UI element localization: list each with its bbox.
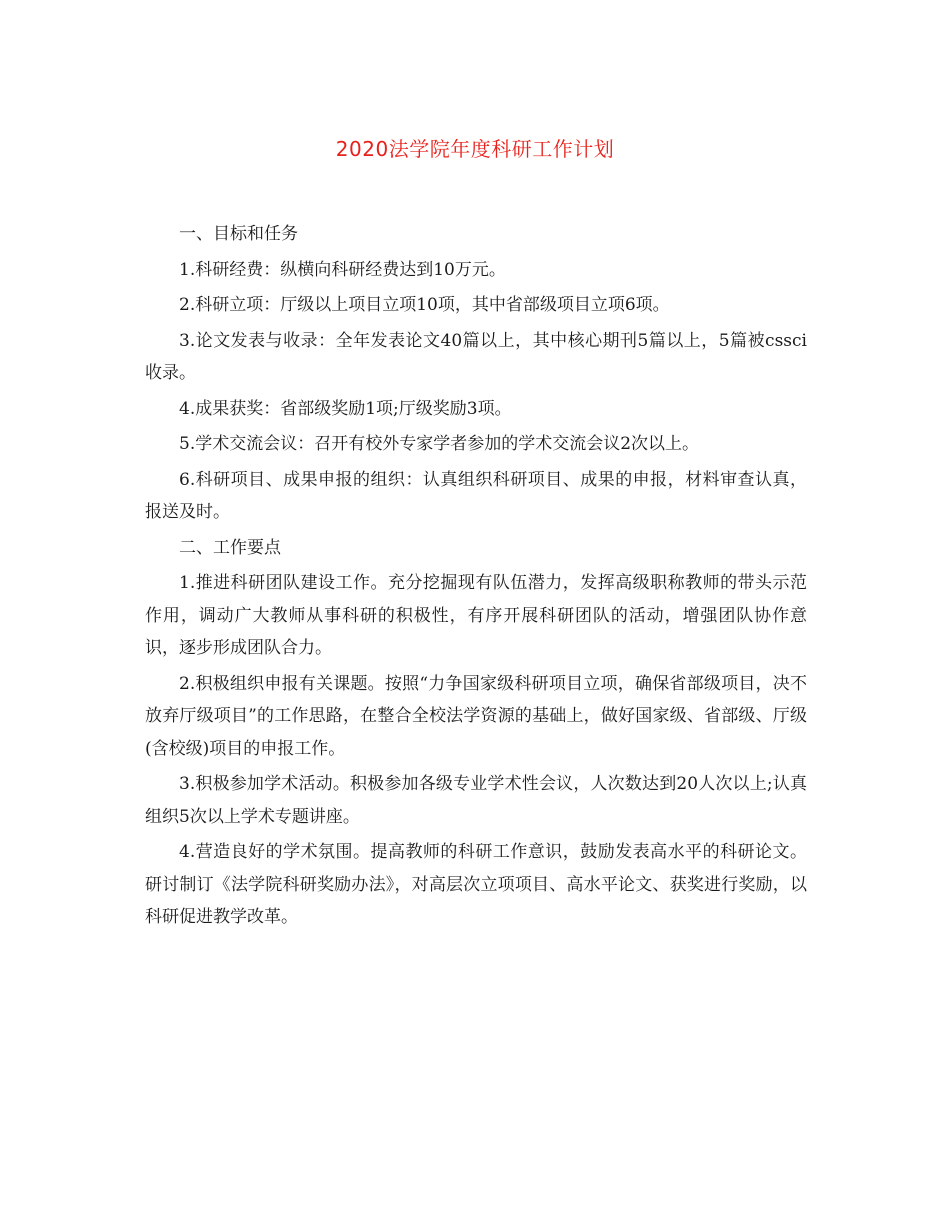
document-title: 2020法学院年度科研工作计划 <box>335 137 615 161</box>
paragraph: 2.科研立项：厅级以上项目立项10项，其中省部级项目立项6项。 <box>179 295 670 315</box>
paragraph: 1.科研经费：纵横向科研经费达到10万元。 <box>179 259 506 280</box>
paragraph: 3.积极参加学术活动。积极参加各级专业学术性会议，人次数达到20人次以上;认真组织5次以上学术专题讲座。 <box>145 774 807 827</box>
paragraph: 4.成果获奖：省部级奖励1项;厅级奖励3项。 <box>179 398 512 419</box>
paragraph: 1.推进科研团队建设工作。充分挖掘现有队伍潜力，发挥高级职称教师的带头示范作用，调动广大教师从事科研的积极性，有序开展科研团队的活动，增强团队协作意识，逐步形成团队合力。 <box>145 573 807 658</box>
paragraph: 4.营造良好的学术氛围。提高教师的科研工作意识，鼓励发表高水平的科研论文。研讨制订《法学院科研奖励办法》，对高层次立项项目、高水平论文、获奖进行奖励，以科研促进教学改革。 <box>145 842 807 927</box>
paragraph: 2.积极组织申报有关课题。按照“力争国家级科研项目立项，确保省部级项目，决不放弃厅级项目”的工作思路，在整合全校法学资源的基础上，做好国家级、省部级、厅级(含校级)项目的申报工作。 <box>145 673 807 759</box>
paragraph: 6.科研项目、成果申报的组织：认真组织科研项目、成果的申报，材料审查认真，报送及时。 <box>145 469 807 522</box>
document-body <box>145 218 807 937</box>
paragraph: 5.学术交流会议：召开有校外专家学者参加的学术交流会议2次以上。 <box>179 434 700 454</box>
section-heading: 一、目标和任务 <box>179 224 298 244</box>
paragraph: 3.论文发表与收录：全年发表论文40篇以上，其中核心期刊5篇以上，5篇被cssci收录。 <box>145 330 807 383</box>
section-heading: 二、工作要点 <box>179 537 281 558</box>
